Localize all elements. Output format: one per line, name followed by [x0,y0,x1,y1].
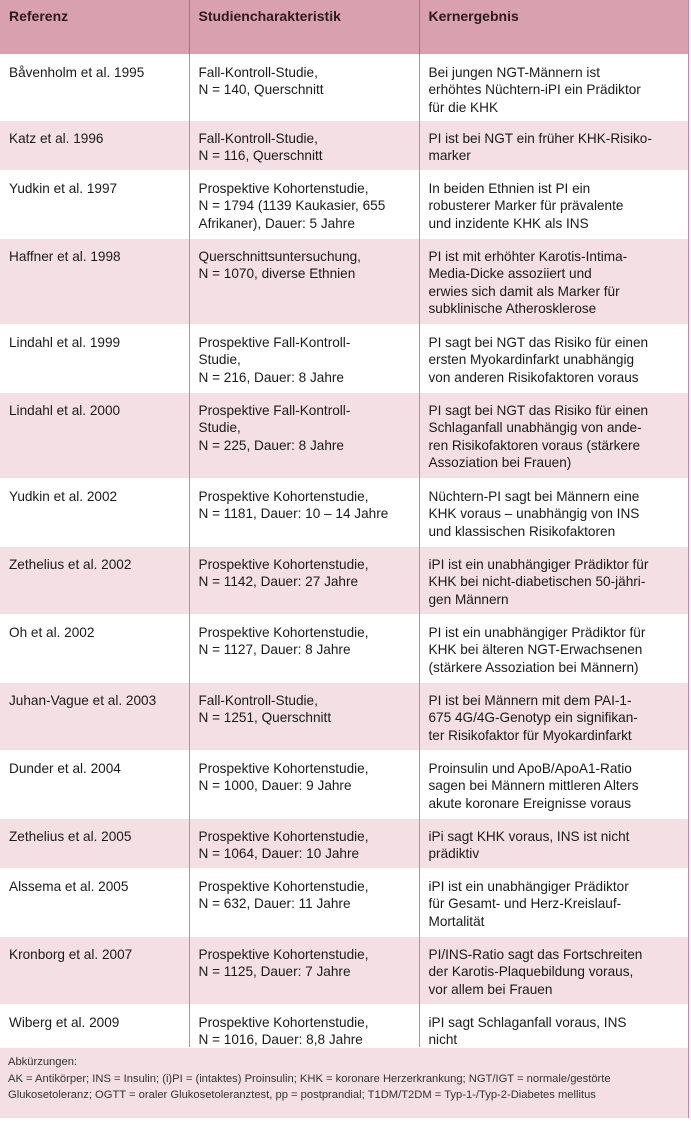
cell-referenz: Alssema et al. 2005 [0,868,189,936]
table-row [0,614,688,682]
table-row [0,682,688,750]
cell-referenz: Haffner et al. 1998 [0,238,189,324]
table-row [0,868,688,936]
abbreviations-line-2: Glukosetoleranz; OGTT = oraler Glukosetoleranztest, pp = postprandial; T1DM/T2DM = Typ-1-/Typ-2-Diabetes mellitus [8,1089,596,1101]
cell-referenz: Lindahl et al. 1999 [0,324,189,392]
cell-referenz: Wiberg et al. 2009 [0,1004,189,1055]
cell-studiencharakteristik: Prospektive Kohortenstudie, N = 1125, Dauer: 7 Jahre [189,936,419,1004]
cell-studiencharakteristik: Fall-Kontroll-Studie, N = 1251, Querschnitt [189,682,419,750]
cell-studiencharakteristik: Querschnittsuntersuchung, N = 1070, diverse Ethnien [189,238,419,324]
cell-kernergebnis: Nüchtern-PI sagt bei Männern eine KHK voraus – unabhängig von INS und klassischen Risikofaktoren [419,478,688,546]
cell-studiencharakteristik: Fall-Kontroll-Studie, N = 140, Querschnitt [189,54,419,120]
cell-studiencharakteristik: Prospektive Kohortenstudie, N = 1127, Dauer: 8 Jahre [189,614,419,682]
table-row [0,818,688,868]
cell-kernergebnis: iPI sagt Schlaganfall voraus, INS nicht [419,1004,688,1055]
cell-studiencharakteristik: Prospektive Kohortenstudie, N = 1181, Dauer: 10 – 14 Jahre [189,478,419,546]
cell-kernergebnis: PI sagt bei NGT das Risiko für einen Schlaganfall unabhängig von ande- ren Risikofaktoren voraus (stärkere Assoziation bei Frauen) [419,392,688,478]
cell-referenz: Dunder et al. 2004 [0,750,189,818]
cell-referenz: Yudkin et al. 1997 [0,170,189,238]
header-referenz: Referenz [0,0,189,54]
cell-referenz: Katz et al. 1996 [0,120,189,170]
cell-kernergebnis: In beiden Ethnien ist PI ein robusterer Marker für prävalente und inzidente KHK als INS [419,170,688,238]
table-row [0,324,688,392]
cell-referenz: Båvenholm et al. 1995 [0,54,189,120]
table-row [0,54,688,120]
cell-studiencharakteristik: Fall-Kontroll-Studie, N = 116, Querschnitt [189,120,419,170]
cell-studiencharakteristik: Prospektive Kohortenstudie, N = 632, Dauer: 11 Jahre [189,868,419,936]
cell-studiencharakteristik: Prospektive Kohortenstudie, N = 1794 (1139 Kaukasier, 655 Afrikaner), Dauer: 5 Jahre [189,170,419,238]
table-row [0,750,688,818]
cell-kernergebnis: PI/INS-Ratio sagt das Fortschreiten der Karotis-Plaquebildung voraus, vor allem bei Frauen [419,936,688,1004]
table-row [0,936,688,1004]
cell-studiencharakteristik: Prospektive Fall-Kontroll- Studie, N = 216, Dauer: 8 Jahre [189,324,419,392]
cell-kernergebnis: iPi sagt KHK voraus, INS ist nicht prädiktiv [419,818,688,868]
table-row [0,120,688,170]
cell-kernergebnis: PI ist bei NGT ein früher KHK-Risiko- marker [419,120,688,170]
cell-referenz: Oh et al. 2002 [0,614,189,682]
header-kernergebnis: Kernergebnis [419,0,688,54]
cell-kernergebnis: Bei jungen NGT-Männern ist erhöhtes Nüchtern-iPI ein Prädiktor für die KHK [419,54,688,120]
header-studiencharakteristik: Studiencharakteristik [189,0,419,54]
cell-studiencharakteristik: Prospektive Kohortenstudie, N = 1000, Dauer: 9 Jahre [189,750,419,818]
abbreviations-footnote [0,1047,688,1118]
cell-kernergebnis: Proinsulin und ApoB/ApoA1-Ratio sagen bei Männern mittleren Alters akute koronare Ereignisse voraus [419,750,688,818]
table-row [0,478,688,546]
cell-studiencharakteristik: Prospektive Fall-Kontroll- Studie, N = 225, Dauer: 8 Jahre [189,392,419,478]
cell-referenz: Zethelius et al. 2005 [0,818,189,868]
table-row [0,392,688,478]
table-body [0,54,688,1055]
cell-kernergebnis: iPI ist ein unabhängiger Prädiktor für Gesamt- und Herz-Kreislauf- Mortalität [419,868,688,936]
table-row [0,238,688,324]
cell-kernergebnis: PI ist mit erhöhter Karotis-Intima- Media-Dicke assoziiert und erwies sich damit als Marker für subklinische Atherosklerose [419,238,688,324]
abbreviations-title: Abkürzungen: [8,1056,78,1068]
cell-referenz: Zethelius et al. 2002 [0,546,189,614]
cell-kernergebnis: PI ist bei Männern mit dem PAI-1- 675 4G/4G-Genotyp ein signifikan- ter Risikofaktor für Myokardinfarkt [419,682,688,750]
header-row [0,0,688,54]
cell-kernergebnis: iPI ist ein unabhängiger Prädiktor für KHK bei nicht-diabetischen 50-jähri- gen Männern [419,546,688,614]
cell-kernergebnis: PI sagt bei NGT das Risiko für einen ersten Myokardinfarkt unabhängig von anderen Risikofaktoren voraus [419,324,688,392]
table-row [0,546,688,614]
cell-referenz: Lindahl et al. 2000 [0,392,189,478]
cell-studiencharakteristik: Prospektive Kohortenstudie, N = 1016, Dauer: 8,8 Jahre [189,1004,419,1055]
cell-referenz: Kronborg et al. 2007 [0,936,189,1004]
table-row [0,170,688,238]
cell-kernergebnis: PI ist ein unabhängiger Prädiktor für KHK bei älteren NGT-Erwachsenen (stärkere Assoziation bei Männern) [419,614,688,682]
cell-referenz: Juhan-Vague et al. 2003 [0,682,189,750]
cell-studiencharakteristik: Prospektive Kohortenstudie, N = 1142, Dauer: 27 Jahre [189,546,419,614]
cell-studiencharakteristik: Prospektive Kohortenstudie, N = 1064, Dauer: 10 Jahre [189,818,419,868]
abbreviations-line-1: AK = Antikörper; INS = Insulin; (i)PI = (intaktes) Proinsulin; KHK = koronare Herzerkrankung; NGT/IGT = normale/gestörte [8,1072,611,1085]
cell-referenz: Yudkin et al. 2002 [0,478,189,546]
